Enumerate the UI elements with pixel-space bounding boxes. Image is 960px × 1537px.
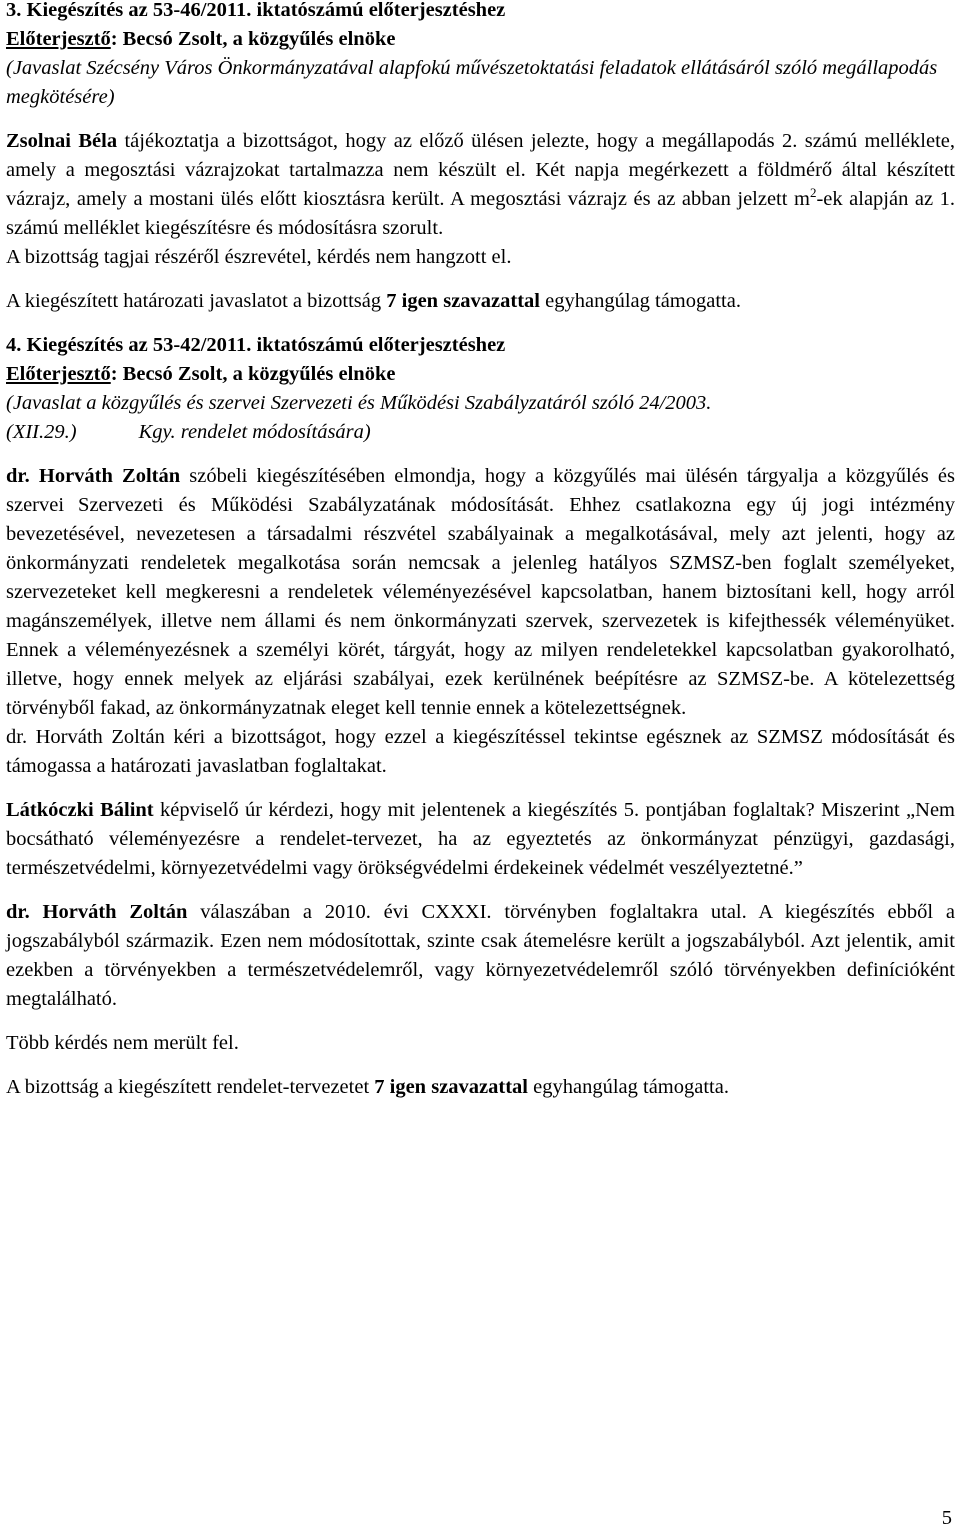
- speaker-name: Zsolnai Béla: [6, 130, 118, 152]
- section-4-paragraph-1b: dr. Horváth Zoltán kéri a bizottságot, hogy ezzel a kiegészítéssel tekintse egésznek az SZMSZ módosítását és támogassa a határozati javaslatban foglaltakat.: [6, 726, 955, 777]
- document-page: [6, 0, 955, 1102]
- speaker-name: dr. Horváth Zoltán: [6, 901, 188, 923]
- section-4-vote: A bizottság a kiegészített rendelet-tervezetet 7 igen szavazattal egyhangúlag támogatta.: [6, 1076, 729, 1098]
- speaker-name: Horváth Zoltán: [38, 465, 181, 487]
- section-3-heading-rest: iktatószámú előterjesztéshez: [256, 0, 506, 21]
- section-4-heading-number: 4. Kiegészítés az 53-42/2011.: [6, 334, 257, 356]
- section-4-paragraph-2: Látkóczki Bálint képviselő úr kérdezi, hogy mit jelentenek a kiegészítés 5. pontjában foglaltak? Miszerint „Nem bocsátható véleményezésre a rendelet-tervezet, ha az egyeztetés az önkormányzat pénzügyi, gazdasági, természetvédelmi, környezetvédelmi vagy örökségvédelmi érdekeinek védelmét veszélyeztetné.”: [6, 799, 955, 879]
- section-4-no-more-questions: Több kérdés nem merült fel.: [6, 1032, 239, 1054]
- page-number: 5: [941, 1507, 952, 1529]
- section-3-heading-number: 3. Kiegészítés az 53-46/2011.: [6, 0, 257, 21]
- section-4-paragraph-3: dr. Horváth Zoltán válaszában a 2010. évi CXXXI. törvényben foglaltakra utal. A kiegészítés ebből a jogszabályból származik. Ezen nem módosítottak, szinte csak átemelésre került a jogszabályból. Azt jelentik, amit ezekben a törvényekben a természetvédelemről, vagy környezetvédelemről szóló törvényekben definícióként megtalálható.: [6, 901, 955, 1010]
- section-4-heading: [6, 331, 955, 360]
- section-4-presenter: Előterjesztő: Becsó Zsolt, a közgyűlés elnöke: [6, 363, 396, 385]
- section-4-heading-rest: iktatószámú előterjesztéshez: [256, 334, 506, 356]
- section-3-vote: A kiegészített határozati javaslatot a bizottság 7 igen szavazattal egyhangúlag támogatta.: [6, 290, 741, 312]
- section-3-paragraph-1: Zsolnai Béla tájékoztatja a bizottságot, hogy az előző ülésen jelezte, hogy a megállapodás 2. számú melléklete, amely a megosztási vázrajzokat tartalmazza nem készült el. Két napja megérkezett a földmérő által készített vázrajz, amely a mostani ülés előtt kiosztásra került. A megosztási vázrajz és az abban jelzett $m^2-ek$ alapján az 1. számú melléklet kiegészítésre és módosításra szorult.: [6, 130, 955, 239]
- speaker-name: Látkóczki Bálint: [6, 799, 154, 821]
- section-3-heading: [6, 0, 955, 25]
- section-4-proposal: (Javaslat a közgyűlés és szervei Szervezeti és Működési Szabályzatáról szóló 24/2003. (XII.29.) Kgy. rendelet módosítására): [6, 392, 712, 443]
- section-3-presenter: Előterjesztő: Becsó Zsolt, a közgyűlés elnöke: [6, 28, 396, 50]
- section-4-paragraph-1: dr. Horváth Zoltán szóbeli kiegészítésében elmondja, hogy a közgyűlés mai ülésén tárgyalja a közgyűlés és szervei Szervezeti és Működési Szabályzatának módosítását. Ehhez csatlakozna egy új jogi intézmény bevezetésével, nevezetesen a társadalmi részvétel szabályainak a megalkotásával, mely azt jelenti, hogy az önkormányzati rendeletek megalkotása során nemcsak a jelenleg hatályos SZMSZ-ben foglalt személyeket, szervezeteket kell megkeresni a rendeletek véleményezésével kapcsolatban, hanem biztosítani kell, hogy arról magánszemélyek, illetve nem állami és nem önkormányzati szervek, szervezetek is kifejthessék véleményüket. Ennek a véleményezésnek a személyi körét, tárgyát, hogy az milyen rendeletekkel kapcsolatban gyakorolható, illetve, hogy ennek melyek az eljárási szabályai, ezek kerülnének beépítésre az SZMSZ-be. A kötelezettség törvényből fakad, az önkormányzatnak eleget kell tennie ennek a kötelezettségnek.: [6, 465, 955, 719]
- section-3-proposal: (Javaslat Szécsény Város Önkormányzatával alapfokú művészetoktatási feladatok ellátásáról szóló megállapodás megkötésére): [6, 57, 938, 108]
- section-3-no-comments: A bizottság tagjai részéről észrevétel, kérdés nem hangzott el.: [6, 246, 512, 268]
